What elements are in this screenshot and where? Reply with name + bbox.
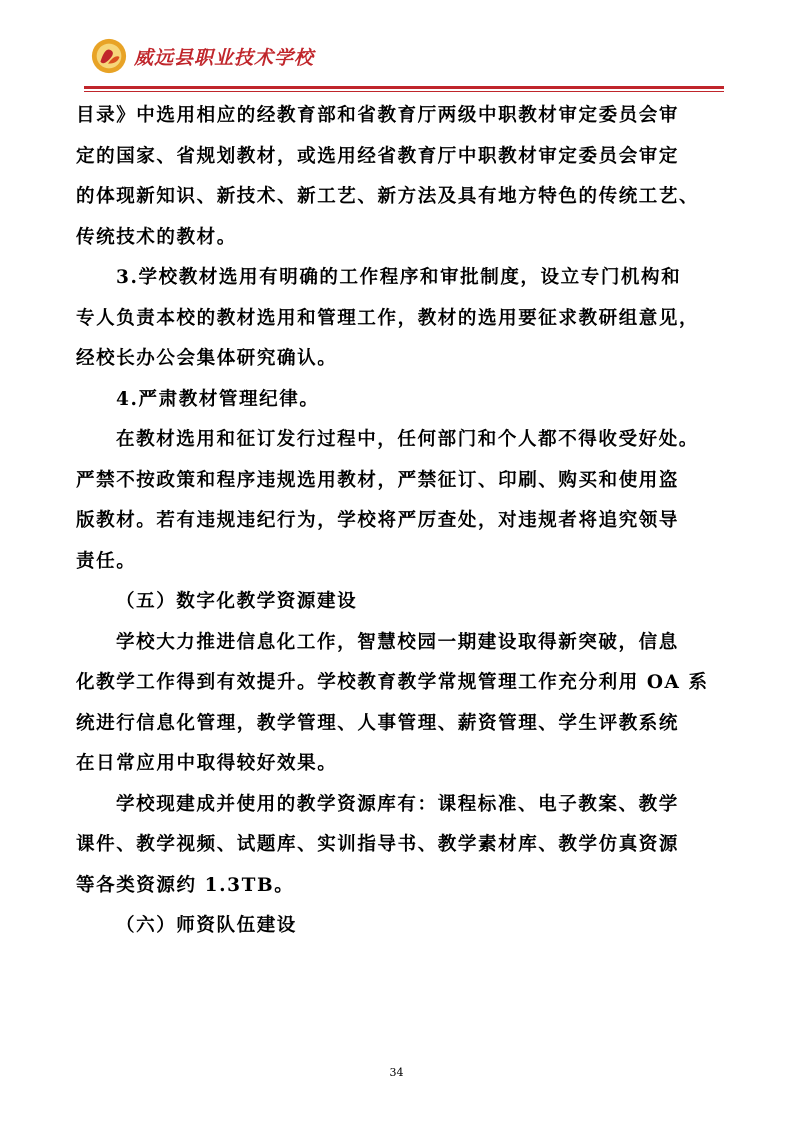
page-header	[84, 28, 724, 88]
text-line: 版教材。若有违规违纪行为，学校将严厉查处，对违规者将追究领导	[76, 510, 680, 531]
header-rule-thick	[84, 86, 724, 89]
text-line: 课件、教学视频、试题库、实训指导书、教学素材库、教学仿真资源	[76, 834, 680, 855]
school-name: 威远县职业技术学校	[134, 47, 315, 69]
text-line: 经校长办公会集体研究确认。	[76, 348, 338, 369]
text-line: 传统技术的教材。	[76, 226, 237, 248]
text-line: 3.学校教材选用有明确的工作程序和审批制度，设立专门机构和	[116, 267, 682, 288]
text-line: （六）师资队伍建设	[116, 915, 297, 936]
text-line: 在日常应用中取得较好效果。	[76, 753, 338, 774]
text-line: 专人负责本校的教材选用和管理工作，教材的选用要征求教研组意见，	[76, 307, 700, 329]
text-line: （五）数字化教学资源建设	[116, 591, 358, 612]
text-line: 定的国家、省规划教材，或选用经省教育厅中职教材审定委员会审定	[76, 145, 680, 167]
text-line: 目录》中选用相应的经教育部和省教育厅两级中职教材审定委员会审	[76, 105, 680, 126]
text-line: 统进行信息化管理，教学管理、人事管理、薪资管理、学生评教系统	[76, 712, 680, 734]
text-line: 4.严肃教材管理纪律。	[116, 388, 320, 410]
document-body	[76, 96, 726, 947]
text-line: 化教学工作得到有效提升。学校教育教学常规管理工作充分利用 OA 系	[76, 672, 709, 693]
text-line: 严禁不按政策和程序违规选用教材，严禁征订、印刷、购买和使用盗	[76, 469, 680, 491]
text-line: 等各类资源约 1.3TB。	[76, 874, 295, 896]
text-line: 责任。	[76, 550, 137, 572]
text-line: 的体现新知识、新技术、新工艺、新方法及具有地方特色的传统工艺、	[76, 186, 700, 207]
page-number: 34	[389, 1066, 404, 1079]
text-line: 学校大力推进信息化工作，智慧校园一期建设取得新突破，信息	[116, 631, 679, 653]
header-rule-thin	[84, 91, 724, 92]
text-line: 在教材选用和征订发行过程中，任何部门和个人都不得收受好处。	[116, 429, 699, 450]
text-line: 学校现建成并使用的教学资源库有：课程标准、电子教案、教学	[116, 793, 679, 815]
school-emblem-icon	[90, 37, 128, 75]
